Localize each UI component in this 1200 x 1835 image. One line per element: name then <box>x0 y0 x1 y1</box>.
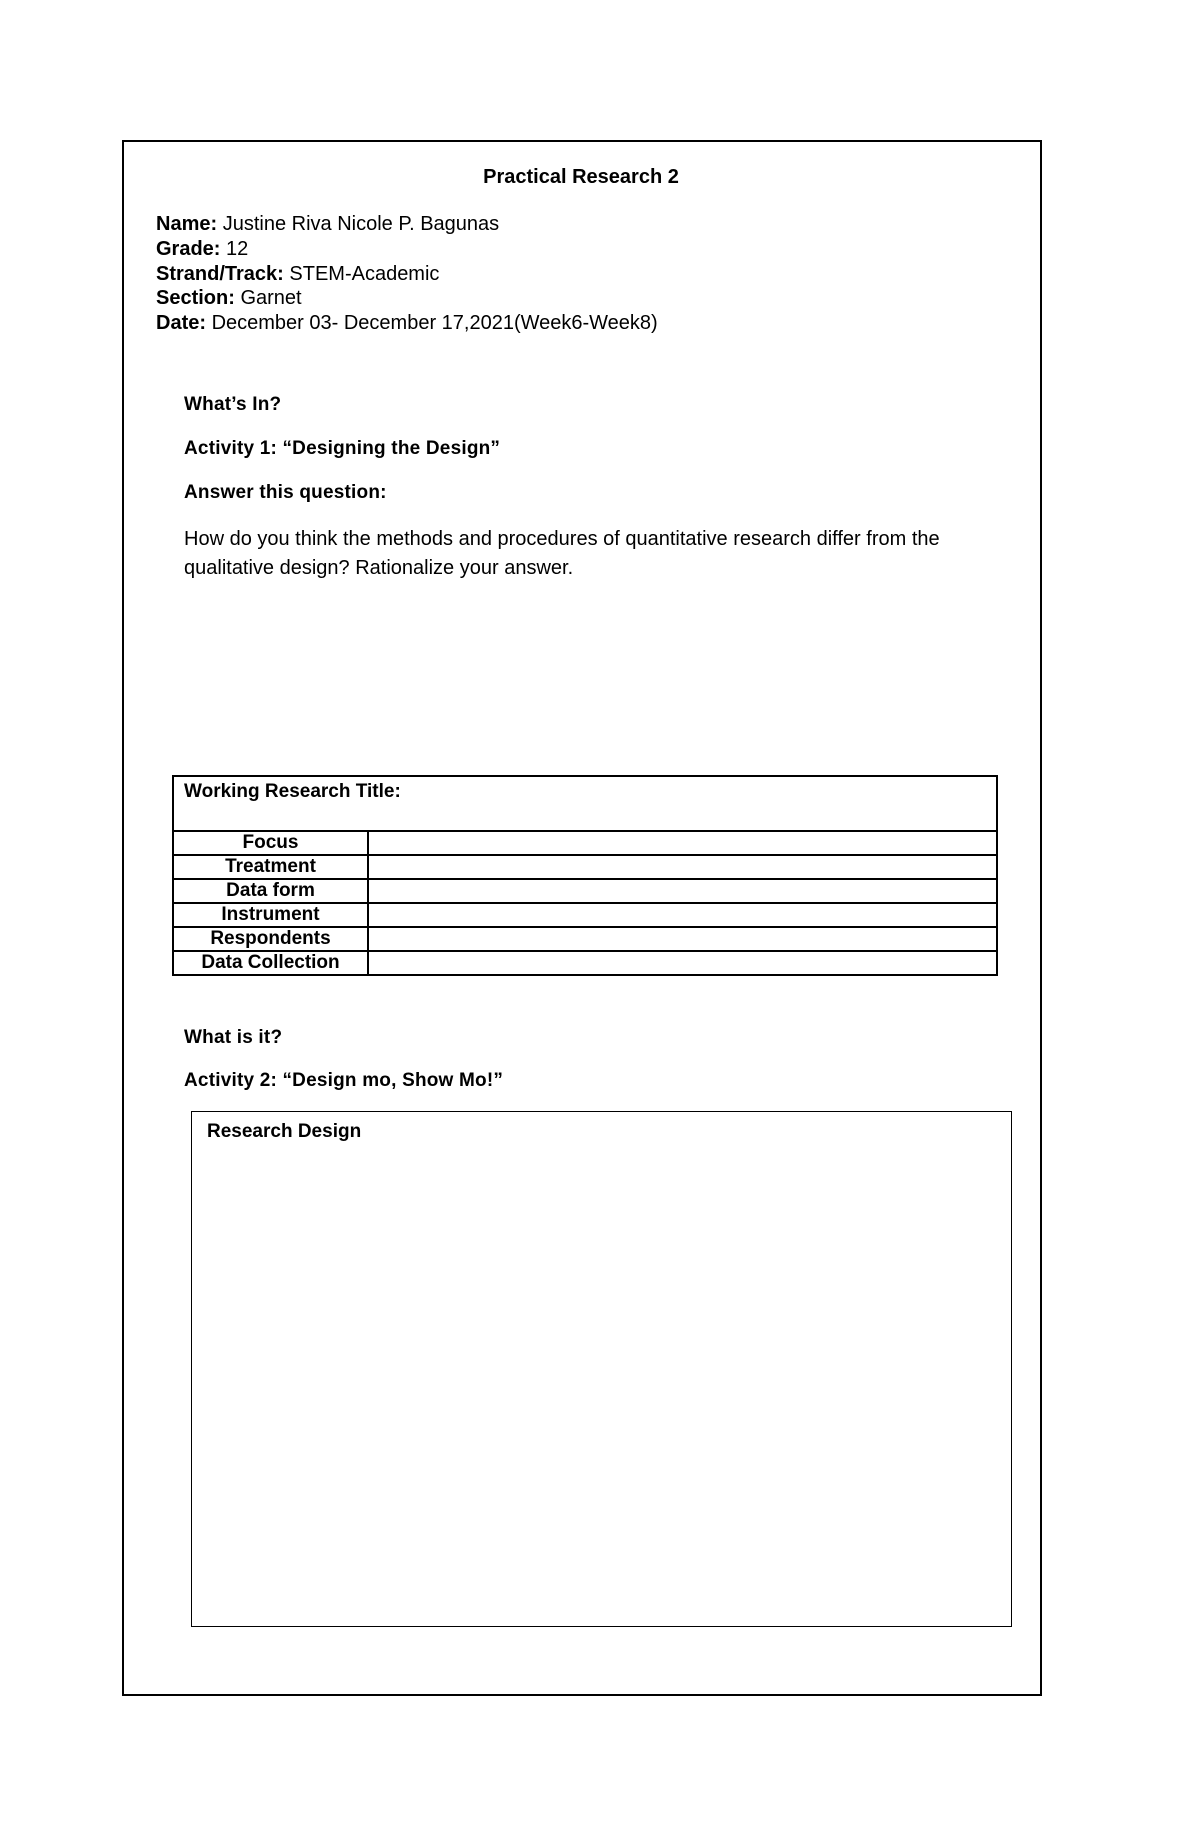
row-value-focus[interactable] <box>368 831 997 855</box>
info-name-label: Name: <box>156 213 218 235</box>
table-title-row <box>173 776 997 831</box>
info-grade-label: Grade: <box>156 237 221 260</box>
research-design-label: Research Design <box>207 1121 362 1142</box>
research-design-box[interactable] <box>191 1111 1012 1627</box>
student-info <box>156 212 658 336</box>
row-label-data-collection: Data Collection <box>173 951 368 975</box>
info-grade <box>156 237 658 262</box>
info-section-value: Garnet <box>234 287 302 310</box>
document-title: Practical Research 2 <box>483 166 679 188</box>
info-section <box>156 286 658 311</box>
table-row <box>173 951 997 975</box>
row-label-focus: Focus <box>173 831 368 855</box>
activity-2-heading: Activity 2: “Design mo, Show Mo!” <box>184 1070 504 1091</box>
row-value-respondents[interactable] <box>368 927 997 951</box>
row-label-treatment: Treatment <box>173 855 368 879</box>
row-value-instrument[interactable] <box>368 903 997 927</box>
table-row <box>173 927 997 951</box>
row-label-instrument: Instrument <box>173 903 368 927</box>
row-label-data-form: Data form <box>173 879 368 903</box>
info-name-value: Justine Riva Nicole P. Bagunas <box>217 213 500 235</box>
info-strand <box>156 262 658 287</box>
row-value-data-form[interactable] <box>368 879 997 903</box>
info-strand-value: STEM-Academic <box>283 262 440 285</box>
info-section-label: Section: <box>156 287 235 310</box>
activity-1-heading: Activity 1: “Designing the Design” <box>184 438 501 459</box>
row-value-treatment[interactable] <box>368 855 997 879</box>
whats-in-heading: What’s In? <box>184 394 282 415</box>
row-value-data-collection[interactable] <box>368 951 997 975</box>
info-date-value: December 03- December 17,2021(Week6-Week8) <box>206 312 658 335</box>
info-date-label: Date: <box>156 312 207 335</box>
info-name <box>156 212 658 237</box>
question-text: How do you think the methods and procedures of quantitative research differ from the qualitative design? Rationalize your answer. <box>184 528 940 579</box>
table-row <box>173 879 997 903</box>
table-row <box>173 903 997 927</box>
table-row <box>173 855 997 879</box>
info-date <box>156 311 658 336</box>
table-row <box>173 831 997 855</box>
research-table <box>172 775 998 976</box>
info-grade-value: 12 <box>220 237 249 260</box>
what-is-it-heading: What is it? <box>184 1027 283 1048</box>
working-title-cell: Working Research Title: <box>173 776 997 831</box>
answer-prompt: Answer this question: <box>184 482 387 503</box>
info-strand-label: Strand/Track: <box>156 262 284 285</box>
row-label-respondents: Respondents <box>173 927 368 951</box>
